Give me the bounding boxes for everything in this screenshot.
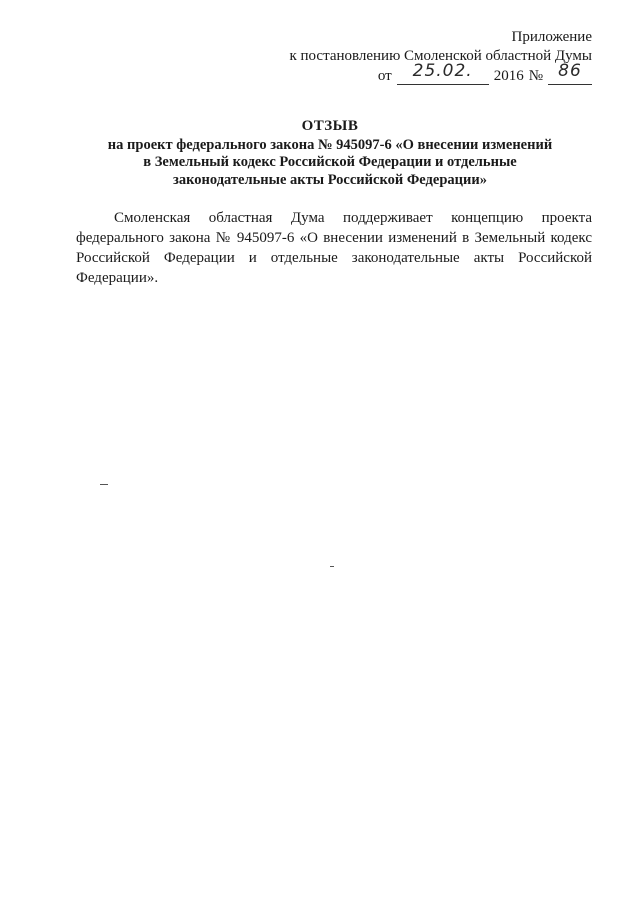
date-field [397,61,489,85]
scan-speck [100,484,108,485]
number-label: № [528,68,543,84]
body-paragraph: Смоленская областная Дума поддерживает концепцию проекта федерального закона № 945097-6 «О внесении изменений в Земельный кодекс Российской Федерации и отдельные законодательные акты Российской Федерации». [76,210,592,286]
resolution-reference: к постановлению Смоленской областной Думы [289,48,592,64]
year-label: 2016 [493,68,524,84]
appendix-label: Приложение [511,29,592,45]
number-field [548,61,592,85]
title-line-3: законодательные акты Российской Федерации» [173,171,487,188]
title-line-1: на проект федерального закона № 945097-6 «О внесении изменений [107,136,553,153]
handwritten-date: 25.02. [412,61,473,81]
document-header [232,28,592,86]
date-line [232,61,592,86]
document-title [70,118,590,189]
title-line-2: в Земельный кодекс Российской Федерации и отдельные [143,154,517,170]
title-main: ОТЗЫВ [301,118,359,134]
scan-speck [330,566,334,567]
from-label: от [377,68,392,84]
handwritten-number: 86 [558,61,582,81]
